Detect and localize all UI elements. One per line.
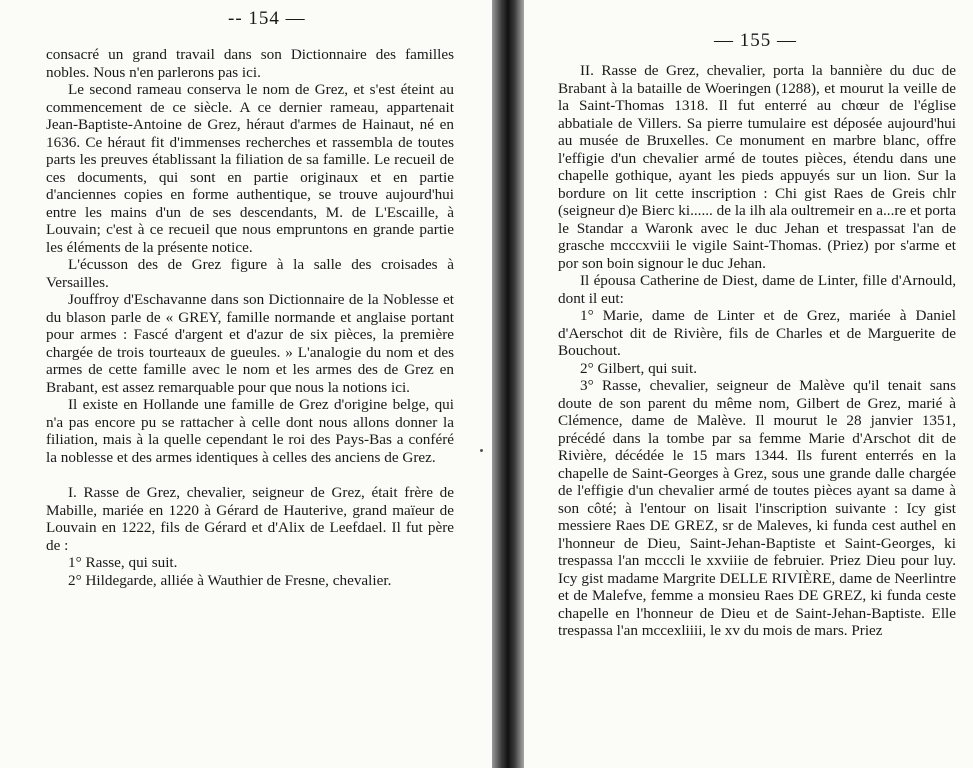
paragraph: consacré un grand travail dans son Dictionnaire des familles nobles. Nous n'en parlerons pas ici. bbox=[46, 46, 454, 81]
paragraph: L'écusson des de Grez figure à la salle des croisades à Versailles. bbox=[46, 256, 454, 291]
right-page-number: — 155 — bbox=[714, 30, 797, 51]
book-gutter bbox=[492, 0, 524, 768]
left-page-number: -- 154 — bbox=[228, 8, 306, 29]
paragraph: I. Rasse de Grez, chevalier, seigneur de Grez, était frère de Mabille, mariée en 1220 à Gérard de Hauterive, grand maïeur de Louvain en 1222, fils de Gérard et d'Alix de Leefdael. Il fut père de : bbox=[46, 484, 454, 554]
paragraph: Il existe en Hollande une famille de Grez d'origine belge, qui n'a pas encore pu se rattacher à celle dont nous allons donner la filiation, mais à la quelle cependant le roi des Pays-Bas a conféré la noblesse et des armes identiques à celles des anciens de Grez. bbox=[46, 396, 454, 466]
paragraph: Jouffroy d'Eschavanne dans son Dictionnaire de la Noblesse et du blason parle de « GREY, famille normande et anglaise portant pour armes : Fascé d'argent et d'azur de six pièces, la première chargée de trois tourteaux de gueules. » L'analogie du nom et des armes de cette famille avec le nom et les armes des de Grez en Brabant, est assez remarquable pour que nous la notions ici. bbox=[46, 291, 454, 396]
list-item: 1° Rasse, qui suit. bbox=[68, 554, 178, 571]
right-page-body bbox=[558, 62, 956, 640]
list-item: 2° Hildegarde, alliée à Wauthier de Fresne, chevalier. bbox=[68, 571, 392, 589]
list-item: 2° Gilbert, qui suit. bbox=[580, 359, 698, 377]
list-item: 1° Marie, dame de Linter et de Grez, mariée à Daniel d'Aerschot dit de Rivière, fils de Charles et de Marguerite de Bouchout. bbox=[558, 307, 956, 359]
paragraph: Il épousa Catherine de Diest, dame de Linter, fille d'Arnould, dont il eut: bbox=[558, 272, 956, 307]
print-speck bbox=[480, 449, 483, 452]
list-item: 3° Rasse, chevalier, seigneur de Malève qu'il tenait sans doute de son parent du même nom, Gilbert de Grez, marié à Clémence, dame de Malève. Il mourut le 28 janvier 1351, précédé dans la tombe par sa femme Marie d'Arschot dit de Rivière, décédée le 15 mars 1344. Ils furent enterrés en la chapelle de Saint-Georges à Grez, sous une grande dalle chargée de l'effigie d'un chevalier armé de toutes pièces ayant sa dame à son côté; à l'entour on lisait l'inscription suivante : Icy gist messiere Raes DE GREZ, sr de Maleves, ki funda cest authel en l'honneur de Dieu, Saint-Jehan-Baptiste et Saint-Georges, ki trespassa l'an mcccli le xxviiie de februier. Priez Dieu pour luy. Icy gist madame Margrite DELLE RIVIÈRE, dame de Neerlintre et de Malefve, femme a monsieu Raes DE GREZ, ki funda ceste chapelle en l'honneur de Dieu et de Saint-Jehan-Baptiste. Elle trespassa l'an mccexliiii, le xv du mois de mars. Priez bbox=[558, 377, 956, 639]
paragraph: Le second rameau conserva le nom de Grez, et s'est éteint au commencement de ce siècle. A ce dernier rameau, appartenait Jean-Baptiste-Antoine de Grez, héraut d'armes de Hainaut, né en 1636. Ce héraut fit d'immenses recherches et rassembla de toutes parts les preuves établissant la filiation de sa famille. Le recueil de ces documents, qui sont en partie originaux et en partie d'anciennes copies en forme authentique, se trouve aujourd'hui entre les mains d'un de ses descendants, M. de L'Escaille, à Louvain; c'est à ce recueil que nous empruntons en grande partie les éléments de la présente notice. bbox=[46, 81, 454, 256]
paragraph: II. Rasse de Grez, chevalier, porta la bannière du duc de Brabant à la bataille de Woeringen (1288), et mourut la veille de la Saint-Thomas 1318. Il fut enterré au chœur de l'église abbatiale de Villers. Sa pierre tumulaire est déposée aujourd'hui au musée de Bruxelles. Ce monument en marbre blanc, offre l'effigie d'un chevalier armé de toutes pièces, étendu dans une chapelle gothique, ayant les pieds appuyés sur un lion. Sur la bordure on lit cette inscription : Chi gist Raes de Greis chlr (seigneur d)e Bierc ki...... de la ilh ala oultremeir en a...re et porta le Standar a Waronk avec le duc Jehan et trespassat l'an de grasche mcccxviii le vigile Saint-Thomas. (Priez) por s'arme et por son boin signour le duc Jehan. bbox=[558, 62, 956, 272]
left-page-body bbox=[46, 46, 454, 589]
right-page bbox=[524, 0, 973, 768]
